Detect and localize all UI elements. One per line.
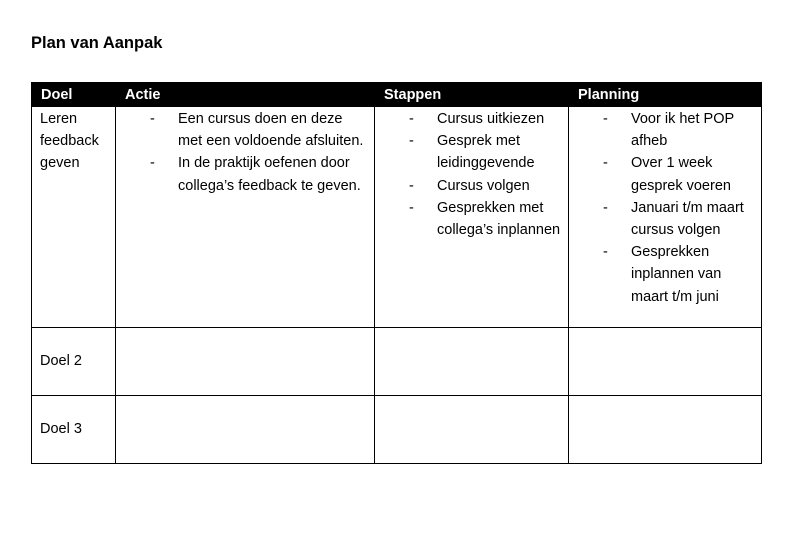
- planning-cell: [569, 396, 762, 464]
- list-item: - Gesprekken met collega’s inplannen: [375, 197, 564, 241]
- header-doel: Doel: [32, 83, 116, 107]
- list-item: - Over 1 week gesprek voeren: [569, 152, 757, 196]
- list-item: - Gesprek met leidinggevende: [375, 130, 564, 174]
- stappen-list: [375, 107, 568, 241]
- table-row: [32, 107, 762, 328]
- table-header-row: [32, 83, 762, 107]
- table-row: [32, 328, 762, 396]
- list-item: - Januari t/m maart cursus volgen: [569, 197, 757, 241]
- actie-cell: [116, 107, 375, 328]
- planning-cell: [569, 328, 762, 396]
- stappen-cell: [375, 328, 569, 396]
- stappen-cell: [375, 396, 569, 464]
- list-item: - Cursus volgen: [375, 175, 564, 197]
- doel-cell: Doel 3: [32, 396, 116, 464]
- page-title: Plan van Aanpak: [31, 34, 163, 52]
- actie-cell: [116, 328, 375, 396]
- list-item: - Een cursus doen en deze met een voldoende afsluiten.: [116, 108, 370, 152]
- plan-table: [31, 82, 762, 464]
- list-item: - Cursus uitkiezen: [375, 108, 564, 130]
- header-stappen: Stappen: [375, 83, 569, 107]
- doel-cell: Leren feedback geven: [32, 107, 116, 328]
- planning-cell: [569, 107, 762, 328]
- actie-list: [116, 107, 374, 197]
- header-planning: Planning: [569, 83, 762, 107]
- doel-cell: Doel 2: [32, 328, 116, 396]
- actie-cell: [116, 396, 375, 464]
- planning-list: [569, 107, 761, 308]
- list-item: - Voor ik het POP afheb: [569, 108, 757, 152]
- list-item: - In de praktijk oefenen door collega’s feedback te geven.: [116, 152, 370, 196]
- table-row: [32, 396, 762, 464]
- stappen-cell: [375, 107, 569, 328]
- header-actie: Actie: [116, 83, 375, 107]
- list-item: - Gesprekken inplannen van maart t/m juni: [569, 241, 757, 308]
